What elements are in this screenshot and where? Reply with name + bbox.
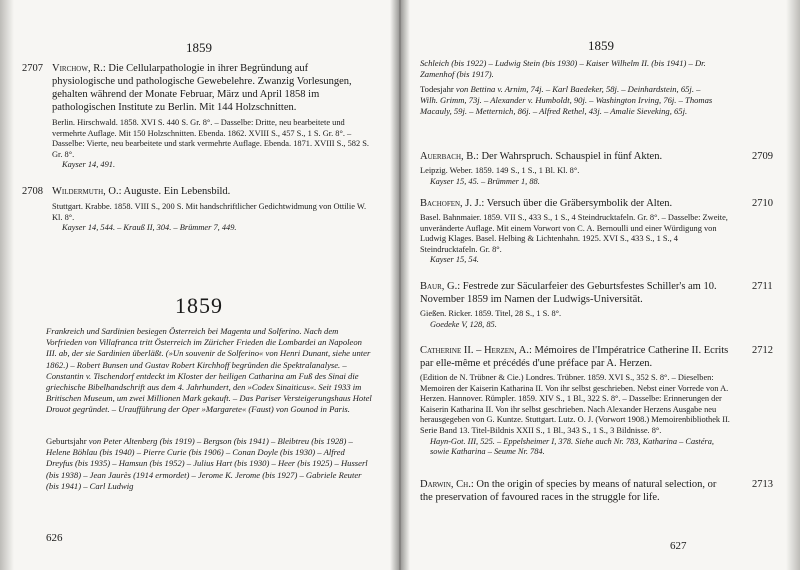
entry-author: Auerbach, B.:: [420, 151, 479, 162]
entry-2710: [420, 197, 730, 266]
entry-title: Darwin, Ch.: On the origin of species by means of natural selection, or the preservation of favoured races in the struggle for life.: [420, 479, 717, 503]
entry-imprint: Leipzig. Weber. 1859. 149 S., 1 S., 1 Bl. Kl. 8°.: [420, 166, 580, 175]
entry-author: Catherine II. – Herzen, A.:: [420, 345, 532, 356]
entry-author: Virchow, R.:: [52, 63, 106, 74]
entry-number-2713: 2713: [752, 479, 773, 490]
births-label: Geburtsjahr: [46, 436, 87, 446]
year-heading: 1859: [175, 293, 223, 318]
chronicle-events: Frankreich und Sardinien besiegen Österreich bei Magenta und Solferino. Nach dem Vorfrieden von Villafranca tritt Österreich im Züricher Frieden die Lombardei an Napoleon III. ab, der sie Sardinien überläßt. (»Un souvenir de Solferino« von Henri Dunant, siehe unter 1862.) – Robert Bunsen und Gustav Robert Kirchhoff begründen die Spektralanalyse. – Constantin v. Tischendorf entdeckt im Kloster der heiligen Catharina am Fuß des Sinai die griechische Bibelhandschrift aus dem 4. Jahrhundert, den »Codex Sinaiticus«. Seit 1933 im Britischen Museum, um zwei Millionen Mark gekauft. – Das Pariser Versteigerungshaus Hotel Drouot gegründet. – Uraufführung der Oper »Margarete« (Faust) von Gounod in Paris.: [46, 326, 372, 415]
running-head-left: 1859: [186, 40, 212, 55]
entry-2709: [420, 150, 720, 187]
entry-title: Baur, G.: Festrede zur Säcularfeier des Geburtsfestes Schiller's am 10. November 1859 im Namen der Ludwigs-Universität.: [420, 281, 717, 305]
entry-imprint: Gießen. Ricker. 1859. Titel, 28 S., 1 S. 8°.: [420, 309, 562, 318]
left-page: [0, 0, 398, 570]
entry-title: Wildermuth, O.: Auguste. Ein Lebensbild.: [52, 186, 231, 197]
entry-author: Baur, G.:: [420, 281, 461, 292]
entry-number-2708: 2708: [22, 186, 43, 197]
entry-2707: [52, 62, 372, 171]
entry-references: Hayn-Got. III, 525. – Eppelsheimer I, 378. Siehe auch Nr. 783, Katharina – Castéra, sowie Katharina – Seume Nr. 784.: [430, 436, 715, 457]
entry-imprint: (Edition de N. Trübner & Cie.) Londres. Trübner. 1859. XVI S., 352 S. 8°. – Dieselben: Memoiren der Kaiserin Katharina II. Von ihr selbst geschrieben. Nebst einer Vorrede von A. Herzen. Hannover. Rümpler. 1859. XIV S., 1 Bl., 322 S. 8°. – Dasselbe: Erinnerungen der Kaiserin Katharina II. Von ihr selbst geschrieben. Nach Alexander Herzens Ausgabe neu herausgegeben von G. Kuntze. Stuttgart. Lutz. O. J. (Vorwort 1908.) Memoirenbibliothek II. Serie Band 13. Titel-Bildnis XXII S., 1 Bl., 343 S., 1 S., 3 Bildnisse. 8°.: [420, 373, 730, 435]
entry-imprint: Stuttgart. Krabbe. 1858. VIII S., 200 S. Mit handschriftlicher Gedichtwidmung von Ottilie W. Kl. 8°.: [52, 202, 367, 222]
deaths-paragraph: Todesjahr von Bettina v. Arnim, 74j. – Karl Baedeker, 58j. – Deinhardstein, 65j. – Wilh. Grimm, 73j. – Alexander v. Humboldt, 90j. – Washington Irving, 76j. – Thomas Macauly, 59j. – Metternich, 86j. – Alfred Rethel, 43j. – Amalie Sieveking, 65j.: [420, 84, 713, 117]
entry-references: Goedeke V, 128, 85.: [430, 319, 497, 329]
entry-2711: [420, 280, 730, 330]
page-edge-left: [0, 0, 14, 570]
entry-references: Kayser 14, 544. – Krauß II, 304. – Brümmer 7, 449.: [62, 223, 237, 233]
entry-title: Bachofen, J. J.: Versuch über die Gräbersymbolik der Alten.: [420, 198, 673, 209]
entry-references: Kayser 15, 54.: [430, 255, 479, 265]
entry-imprint: Basel. Bahnmaier. 1859. VII S., 433 S., 1 S., 4 Steindrucktafeln. Gr. 8°. – Dasselbe: Zweite, unveränderte Auflage. Mit einem Vorwort von C. A. Bernoulli und einer Würdigung von Ludwig Klages. Basel. Helbing & Lichtenhahn. 1925. XVI S., 433 S., 1 S., 4 Steindrucktafeln. Gr. 8°.: [420, 213, 728, 254]
entry-2712: [420, 344, 730, 458]
entry-number-2712: 2712: [752, 345, 773, 356]
entry-2713: [420, 478, 730, 504]
entry-title: Catherine II. – Herzen, A.: Mémoires de l'Impératrice Catherine II. Ecrits par elle-même et précédés d'une préface par A. Herzen.: [420, 345, 729, 369]
entry-title: Virchow, R.: Die Cellularpathologie in ihrer Begründung auf physiologische und pathologische Gewebelehre. Zwanzig Vorlesungen, gehalten während der Monate Februar, März und April 1858 im pathologischen Institute zu Berlin. Mit 144 Holzschnitten.: [52, 63, 352, 113]
entry-number-2709: 2709: [752, 151, 773, 162]
page-number-left: 626: [46, 532, 63, 544]
births-continuation: Schleich (bis 1922) – Ludwig Stein (bis 1930) – Kaiser Wilhelm II. (bis 1941) – Dr. Zamenhof (bis 1917).: [420, 58, 706, 80]
entry-author: Bachofen, J. J.:: [420, 198, 485, 209]
page-edge-right: [786, 0, 800, 570]
entry-number-2711: 2711: [752, 281, 773, 292]
entry-author: Darwin, Ch.:: [420, 479, 474, 490]
entry-author: Wildermuth, O.:: [52, 186, 122, 197]
entry-2708: [52, 185, 372, 234]
entry-number-2707: 2707: [22, 63, 43, 74]
entry-number-2710: 2710: [752, 198, 773, 209]
page-number-right: 627: [670, 540, 687, 552]
entry-title: Auerbach, B.: Der Wahrspruch. Schauspiel in fünf Akten.: [420, 151, 663, 162]
births-paragraph: Geburtsjahr von Peter Altenberg (bis 1919) – Bergson (bis 1941) – Bleibtreu (bis 1928) – Helene Böhlau (bis 1940) – Pierre Curie (bis 1906) – Conan Doyle (bis 1930) – Alfred Dreyfus (bis 1935) – Hamsun (bis 1952) – Julius Hart (bis 1930) – Heer (bis 1925) – Husserl (bis 1938) – Jean Jaurès (1914 ermordet) – Jerome K. Jerome (bis 1927) – Gabriele Reuter (bis 1941) – Carl Ludwig: [46, 436, 368, 491]
running-head-right: 1859: [588, 38, 614, 53]
book-gutter: [390, 0, 410, 570]
entry-imprint: Berlin. Hirschwald. 1858. XVI S. 440 S. Gr. 8°. – Dasselbe: Dritte, neu bearbeitete und vermehrte Auflage. Mit 150 Holzschnitten. Ebenda. 1862. XVIII S., 457 S., 1 S. Gr. 8°. – Dasselbe: Vierte, neu bearbeitete und stark vermehrte Auflage. Ebenda. 1871. XVIII S., 582 S. Gr. 8°.: [52, 118, 370, 159]
entry-references: Kayser 15, 45. – Brümmer 1, 88.: [430, 176, 540, 186]
entry-references: Kayser 14, 491.: [62, 160, 116, 170]
right-page: [402, 0, 800, 570]
deaths-label: Todesjahr: [420, 84, 454, 94]
